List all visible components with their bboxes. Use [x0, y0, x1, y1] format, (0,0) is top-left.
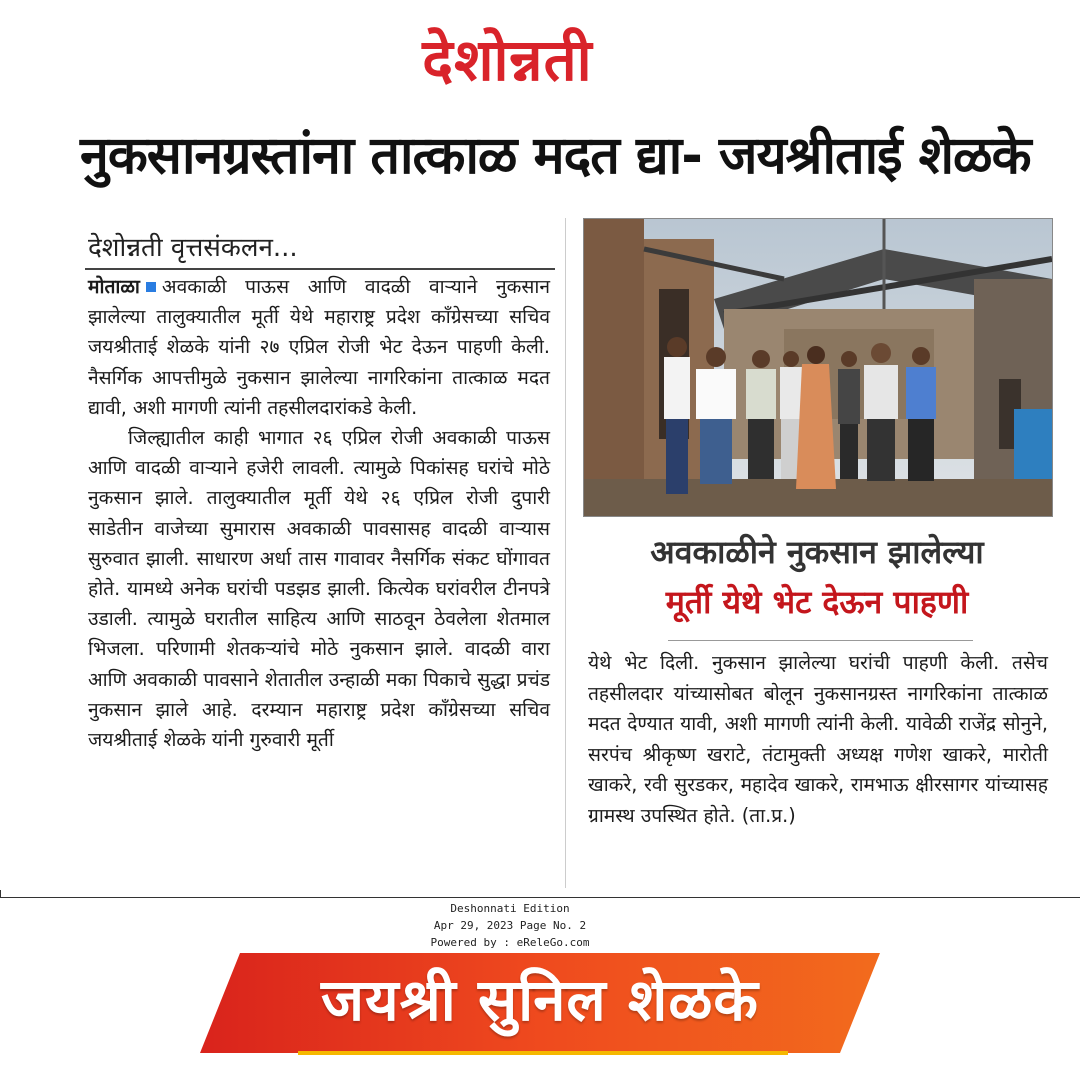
article-headline: नुकसानग्रस्तांना तात्काळ मदत द्या- जयश्रीताई शेळके [80, 126, 1031, 186]
body-paragraph: जिल्ह्यातील काही भागात २६ एप्रिल रोजी अवकाळी पाऊस आणि वादळी वाऱ्याने हजेरी लावली. त्यामुळे पिकांसह घरांचे मोठे नुकसान झाले. तालुक्यातील मूर्ती येथे २६ एप्रिल रोजी दुपारी साडेतीन वाजेच्या सुमारास अवकाळी पावसासह वादळी वाऱ्यास सुरुवात झाली. साधारण अर्धा तास गावावर नैसर्गिक संकट घोंगावत होते. यामध्ये अनेक घरांची पडझड झाली. कित्येक घरांवरील टीनपत्रे उडाली. त्यामुळे घरातील साहित्य आणि साठवून ठेवलेला शेतमाल भिजला. परिणामी शेतकऱ्यांचे मोठे नुकसान झाले. वादळी वारा आणि अवकाळी पावसाने शेतातील उन्हाळी मका पिकाचे सुद्धा प्रचंड नुकसान झाले आहे. दरम्यान महाराष्ट्र प्रदेश काँग्रेसच्या सचिव जयश्रीताई शेळके यांनी गुरुवारी मूर्ती [88, 426, 550, 752]
column-divider [565, 218, 566, 888]
bureau-credit: देशोन्नती वृत्तसंकलन... [88, 233, 298, 263]
lead-text: अवकाळी पाऊस आणि वादळी वाऱ्याने नुकसान झालेल्या तालुक्यातील मूर्ती येथे महाराष्ट्र प्रदेश काँग्रेसच्या सचिव जयश्रीताई शेळके यांनी २७ एप्रिल रोजी भेट देऊन पाहणी केली. नैसर्गिक आपत्तीमुळे नुकसान झालेल्या नागरिकांना तात्काळ मदत द्यावी, अशी मागणी त्यांनी तहसीलदारांकडे केली. [88, 275, 550, 419]
banner-name: जयश्री सुनिल शेळके [321, 966, 759, 1034]
edition-date-page: Apr 29, 2023 Page No. 2 [433, 919, 587, 932]
edition-footer [340, 900, 680, 951]
photo-caption-line1: अवकाळीने नुकसान झालेल्या [650, 533, 984, 571]
article-column-left [88, 272, 550, 755]
article-column-right [588, 648, 1048, 831]
dateline: मोताळा [88, 275, 140, 298]
newspaper-masthead: देशोन्नती [422, 26, 593, 94]
news-photo [583, 218, 1053, 517]
lead-paragraph [88, 272, 550, 423]
bullet-square-icon [146, 282, 156, 292]
photo-caption-line2: मूर्ती येथे भेट देऊन पाहणी [665, 583, 969, 621]
continued-paragraph: येथे भेट दिली. नुकसान झालेल्या घरांची पाहणी केली. तसेच तहसीलदार यांच्यासोबत बोलून नुकसानग्रस्त नागरिकांना तात्काळ मदत देण्यात यावी, अशी मागणी त्यांनी केली. यावेळी राजेंद्र सोनुने, सरपंच श्रीकृष्ण खराटे, तंटामुक्ती अध्यक्ष गणेश खाकरे, मारोती खाकरे, रवी सुरडकर, महादेव खाकरे, रामभाऊ क्षीरसागर यांच्यासह ग्रामस्थ उपस्थित होते. (ता.प्र.) [588, 651, 1048, 827]
footer-rule [0, 897, 1080, 898]
column-rule [85, 268, 555, 270]
caption-divider [668, 640, 973, 641]
edition-name: Deshonnati Edition [450, 902, 570, 915]
powered-by: Powered by : eReleGo.com [430, 936, 590, 949]
photo-illustration [584, 219, 1052, 516]
